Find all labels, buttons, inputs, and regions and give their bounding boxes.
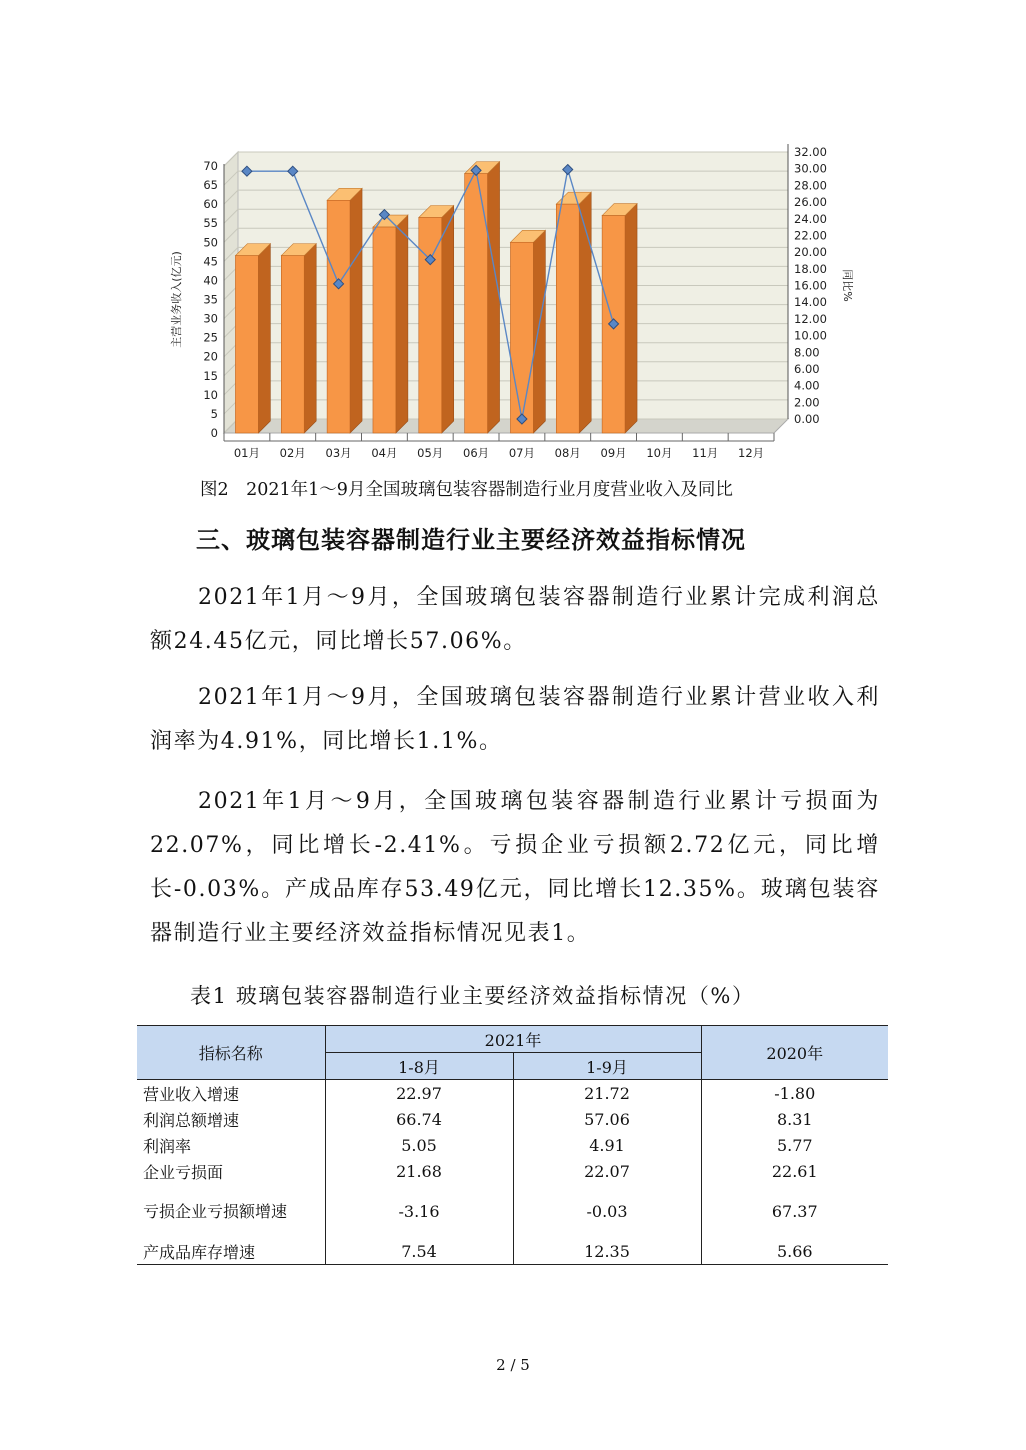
header-jan-aug: 1-8月 <box>325 1053 513 1080</box>
cell-value: 5.66 <box>701 1238 888 1265</box>
y2-tick-label: 28.00 <box>794 178 827 193</box>
y-tick-label: 15 <box>203 368 218 383</box>
y2-tick-label: 16.00 <box>794 278 827 293</box>
bar-side <box>488 162 500 433</box>
y-tick-label: 70 <box>203 159 218 173</box>
row-name: 利润总额增速 <box>137 1106 325 1132</box>
paragraph-margin: 2021年1月～9月，全国玻璃包装容器制造行业累计营业收入利润率为4.91%，同比增长1.1%。 <box>150 685 880 754</box>
x-tick-label: 08月 <box>554 446 581 460</box>
y2-tick-label: 26.00 <box>794 195 827 210</box>
x-tick-label: 01月 <box>233 446 260 460</box>
table-row <box>137 1080 888 1107</box>
bar <box>510 242 533 433</box>
y-tick-label: 40 <box>203 273 218 288</box>
y-tick-label: 60 <box>203 197 218 212</box>
header-indicator-name: 指标名称 <box>137 1026 325 1080</box>
table-row <box>137 1238 888 1265</box>
figure-caption: 图2 2021年1～9月全国玻璃包装容器制造行业月度营业收入及同比 <box>200 480 733 500</box>
bar-side <box>625 204 637 433</box>
y2-tick-label: 0.00 <box>794 412 820 426</box>
y-tick-label: 55 <box>203 216 218 231</box>
cell-value: 12.35 <box>513 1238 701 1265</box>
y2-tick-label: 12.00 <box>794 311 827 326</box>
row-name: 产成品库存增速 <box>137 1238 325 1265</box>
cell-value: 22.61 <box>701 1158 888 1184</box>
x-tick-label: 12月 <box>738 446 765 460</box>
y2-tick-label: 30.00 <box>794 161 827 176</box>
y-tick-label: 25 <box>203 330 218 345</box>
cell-value: 21.68 <box>325 1158 513 1184</box>
x-tick-label: 02月 <box>279 446 306 460</box>
x-tick-label: 10月 <box>646 446 673 460</box>
y-tick-label: 10 <box>203 387 218 402</box>
y-tick-label: 35 <box>203 292 218 307</box>
bar-side <box>304 244 316 433</box>
bar-side <box>258 244 270 433</box>
y2-tick-label: 6.00 <box>794 361 820 376</box>
cell-value: 5.05 <box>325 1132 513 1158</box>
table-row <box>137 1132 888 1158</box>
y2-tick-label: 20.00 <box>794 245 827 260</box>
bar <box>419 217 442 433</box>
bar-side <box>442 205 454 433</box>
y-tick-label: 0 <box>210 426 218 440</box>
cell-value: 4.91 <box>513 1132 701 1158</box>
page-number: 2 / 5 <box>496 1356 530 1374</box>
x-tick-label: 06月 <box>463 446 490 460</box>
y-tick-label: 50 <box>203 235 218 250</box>
y-tick-label: 65 <box>203 178 218 193</box>
bar <box>235 256 258 433</box>
cell-value: 22.97 <box>325 1080 513 1107</box>
bar <box>327 200 350 433</box>
y-axis-title: 主营业务收入(亿元) <box>170 251 183 348</box>
x-tick-label: 07月 <box>508 446 535 460</box>
cell-value: 8.31 <box>701 1106 888 1132</box>
section-heading: 三、玻璃包装容器制造行业主要经济效益指标情况 <box>196 525 746 554</box>
bar <box>556 204 579 433</box>
x-tick-label: 11月 <box>692 446 719 460</box>
cell-value: 22.07 <box>513 1158 701 1184</box>
bar-side <box>396 215 408 433</box>
x-tick-label: 03月 <box>325 446 352 460</box>
x-tick-label: 05月 <box>417 446 444 460</box>
cell-value: -0.03 <box>513 1184 701 1238</box>
y2-tick-label: 14.00 <box>794 295 827 310</box>
bar <box>373 227 396 433</box>
row-name: 营业收入增速 <box>137 1080 325 1107</box>
x-tick-label: 04月 <box>371 446 398 460</box>
paragraph-profit: 2021年1月～9月，全国玻璃包装容器制造行业累计完成利润总额24.45亿元，同比增长57.06%。 <box>150 585 880 654</box>
y-tick-label: 5 <box>210 406 218 421</box>
cell-value: 5.77 <box>701 1132 888 1158</box>
y2-tick-label: 8.00 <box>794 345 820 360</box>
bar <box>281 256 304 433</box>
y-tick-label: 30 <box>203 311 218 326</box>
row-name: 利润率 <box>137 1132 325 1158</box>
y2-tick-label: 32.00 <box>794 145 827 159</box>
y2-tick-label: 10.00 <box>794 328 827 343</box>
bar-side <box>350 188 362 433</box>
cell-value: -1.80 <box>701 1080 888 1107</box>
table-caption: 表1 玻璃包装容器制造行业主要经济效益指标情况（%） <box>190 984 755 1008</box>
row-name: 亏损企业亏损额增速 <box>137 1184 325 1238</box>
cell-value: 7.54 <box>325 1238 513 1265</box>
paragraph-loss: 2021年1月～9月，全国玻璃包装容器制造行业累计亏损面为22.07%，同比增长-2.41%。亏损企业亏损额2.72亿元，同比增长-0.03%。产成品库存53.49亿元，同比增长12.35%。玻璃包装容器制造行业主要经济效益指标情况见表1。 <box>150 789 880 946</box>
cell-value: 67.37 <box>701 1184 888 1238</box>
y2-tick-label: 24.00 <box>794 211 827 226</box>
y2-tick-label: 4.00 <box>794 378 820 393</box>
cell-value: 57.06 <box>513 1106 701 1132</box>
header-2020: 2020年 <box>701 1026 888 1080</box>
cell-value: 66.74 <box>325 1106 513 1132</box>
cell-value: -3.16 <box>325 1184 513 1238</box>
y2-tick-label: 2.00 <box>794 395 820 410</box>
table-row <box>137 1184 888 1238</box>
row-name: 企业亏损面 <box>137 1158 325 1184</box>
y2-axis-title: 同比% <box>841 269 854 302</box>
indicators-table <box>137 1025 888 1265</box>
y-tick-label: 20 <box>203 349 218 364</box>
y-tick-label: 45 <box>203 254 218 269</box>
revenue-chart <box>168 142 868 472</box>
header-jan-sep: 1-9月 <box>513 1053 701 1080</box>
bar-side <box>533 230 545 433</box>
x-tick-label: 09月 <box>600 446 627 460</box>
table-row <box>137 1106 888 1132</box>
table-row <box>137 1158 888 1184</box>
header-2021: 2021年 <box>325 1026 701 1053</box>
y2-tick-label: 18.00 <box>794 261 827 276</box>
y2-tick-label: 22.00 <box>794 228 827 243</box>
cell-value: 21.72 <box>513 1080 701 1107</box>
